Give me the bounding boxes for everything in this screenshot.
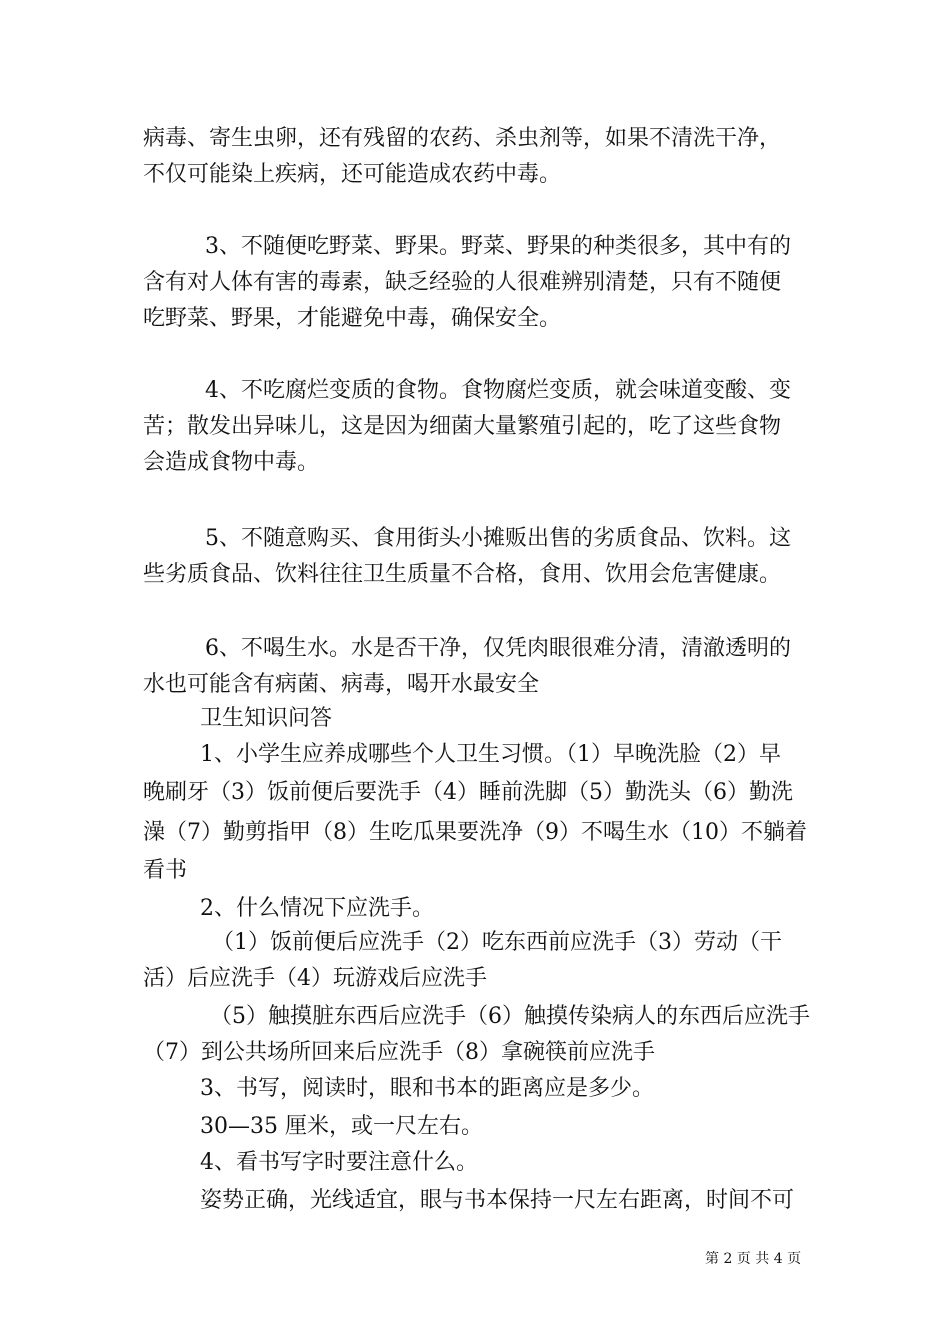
text-line: 30—35 厘米，或一尺左右。 [200, 1114, 483, 1139]
text-line: 1、小学生应养成哪些个人卫生习惯。（1）早晚洗脸（2）早 [200, 742, 781, 767]
text-line: 2、什么情况下应洗手。 [200, 896, 434, 921]
text-line: 6、不喝生水。水是否干净，仅凭肉眼很难分清，清澈透明的 [205, 636, 791, 661]
text-line: 姿势正确，光线适宜，眼与书本保持一尺左右距离，时间不可 [200, 1188, 795, 1213]
text-line: 看书 [143, 858, 188, 883]
text-line: 不仅可能染上疾病，还可能造成农药中毒。 [143, 162, 562, 187]
text-line: 会造成食物中毒。 [143, 450, 320, 475]
text-line: 苦；散发出异味儿，这是因为细菌大量繁殖引起的，吃了这些食物 [143, 414, 782, 439]
text-line: 4、不吃腐烂变质的食物。食物腐烂变质，就会味道变酸、变 [205, 378, 791, 403]
text-line: 水也可能含有病菌、病毒，喝开水最安全 [143, 672, 540, 697]
text-line: （5）触摸脏东西后应洗手（6）触摸传染病人的东西后应洗手 [210, 1004, 810, 1029]
text-line: 含有对人体有害的毒素，缺乏经验的人很难辨别清楚，只有不随便 [143, 270, 782, 295]
text-line: （7）到公共场所回来后应洗手（8）拿碗筷前应洗手 [143, 1040, 655, 1065]
text-line: 3、不随便吃野菜、野果。野菜、野果的种类很多，其中有的 [205, 234, 791, 259]
text-line: 4、看书写字时要注意什么。 [200, 1150, 478, 1175]
text-line: 病毒、寄生虫卵，还有残留的农药、杀虫剂等，如果不清洗干净， [143, 126, 782, 151]
page-indicator: 第 2 页 共 4 页 [705, 1251, 802, 1267]
section-heading: 卫生知识问答 [200, 706, 333, 731]
text-line: 晚刷牙（3）饭前便后要洗手（4）睡前洗脚（5）勤洗头（6）勤洗 [143, 780, 793, 805]
text-line: 澡（7）勤剪指甲（8）生吃瓜果要洗净（9）不喝生水（10）不躺着 [143, 820, 807, 845]
text-line: 吃野菜、野果，才能避免中毒，确保安全。 [143, 306, 562, 331]
text-line: （1）饭前便后应洗手（2）吃东西前应洗手（3）劳动（干 [212, 930, 782, 955]
text-line: 5、不随意购买、食用街头小摊贩出售的劣质食品、饮料。这 [205, 526, 791, 551]
text-line: 些劣质食品、饮料往往卫生质量不合格，食用、饮用会危害健康。 [143, 562, 782, 587]
text-line: 活）后应洗手（4）玩游戏后应洗手 [143, 966, 487, 991]
text-line: 3、书写，阅读时，眼和书本的距离应是多少。 [200, 1076, 654, 1101]
